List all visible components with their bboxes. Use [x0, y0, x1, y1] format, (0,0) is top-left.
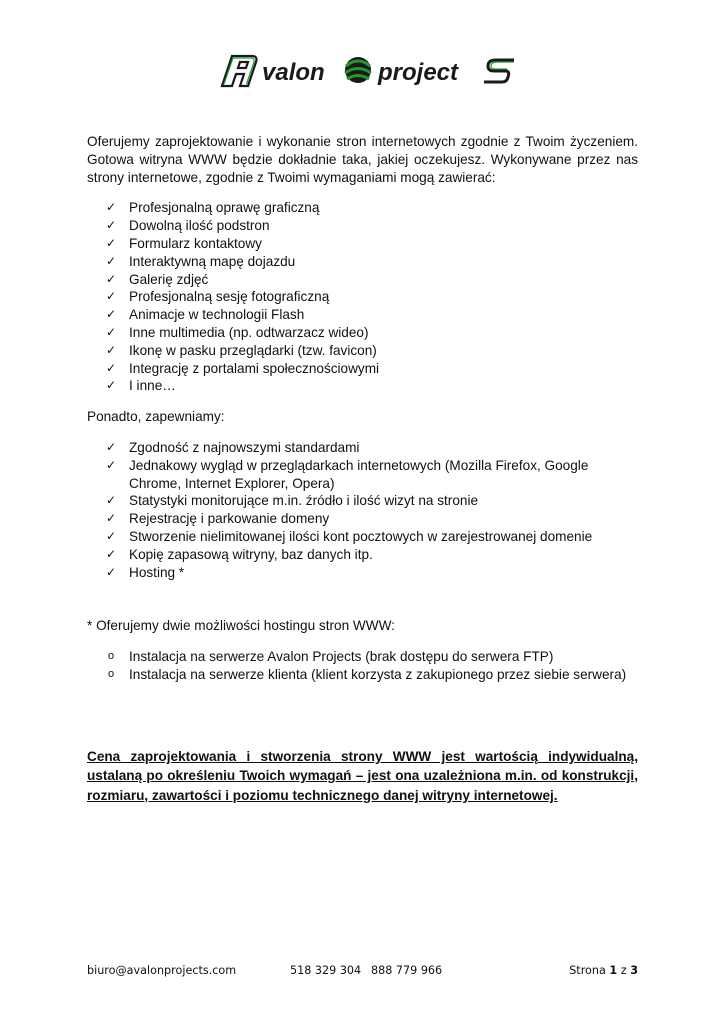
logo-word-project: project: [378, 59, 459, 86]
checkmark-icon: ✓: [106, 528, 117, 543]
list-item: ✓ Animacje w technologii Flash: [106, 307, 305, 323]
also-heading: Ponadto, zapewniamy:: [87, 409, 225, 425]
checkmark-icon: ✓: [106, 271, 117, 286]
checkmark-icon: ✓: [106, 324, 117, 339]
list-item: ✓ Jednakowy wygląd w przeglądarkach internetowych (Mozilla Firefox, Google Chrome, Internet Explorer, Opera): [106, 457, 589, 491]
list-item: o Instalacja na serwerze klienta (klient korzysta z zakupionego przez siebie serwera): [108, 666, 627, 682]
logo-word-valon: valon: [262, 59, 325, 86]
checkmark-icon: ✓: [106, 307, 117, 322]
list-item: ✓ Galerię zdjęć: [106, 271, 209, 287]
logo-letter-a-icon: [222, 56, 257, 86]
globe-icon: [345, 57, 371, 83]
avalon-projects-logo: [218, 50, 518, 90]
list-item: ✓ Integrację z portalami społecznościowymi: [106, 360, 380, 376]
circle-bullet-icon: o: [108, 650, 115, 663]
checkmark-icon: ✓: [106, 457, 117, 472]
hosting-options-list: [87, 648, 638, 684]
list-item: ✓ Kopię zapasową witryny, baz danych itp.: [106, 546, 373, 562]
checkmark-icon: ✓: [106, 564, 117, 579]
footer-phone-1: 518 329 304: [290, 964, 362, 977]
list-item: ✓ Ikonę w pasku przeglądarki (tzw. favicon): [106, 342, 377, 358]
list-item: ✓ Profesjonalną sesję fotograficzną: [106, 289, 330, 305]
logo-letter-s-icon: [484, 60, 514, 82]
circle-bullet-icon: o: [108, 667, 115, 680]
checkmark-icon: ✓: [106, 511, 117, 526]
checkmark-icon: ✓: [106, 493, 117, 508]
list-item: ✓ Dowolną ilość podstron: [106, 218, 270, 234]
checkmark-icon: ✓: [106, 200, 117, 215]
list-item: ✓ Stworzenie nielimitowanej ilości kont pocztowych w zarejestrowanej domenie: [106, 528, 593, 544]
guarantees-list: [87, 439, 638, 581]
list-item: o Instalacja na serwerze Avalon Projects (brak dostępu do serwera FTP): [108, 649, 554, 665]
list-item: ✓ Hosting *: [106, 564, 185, 580]
list-item: ✓ Formularz kontaktowy: [106, 235, 262, 251]
page-number: Strona 1 z 3: [569, 964, 638, 977]
checkmark-icon: ✓: [106, 235, 117, 250]
checkmark-icon: ✓: [106, 439, 117, 454]
list-item: ✓ Statystyki monitorujące m.in. źródło i ilość wizyt na stronie: [106, 493, 479, 509]
list-item: ✓ Interaktywną mapę dojazdu: [106, 253, 296, 269]
checkmark-icon: ✓: [106, 289, 117, 304]
checkmark-icon: ✓: [106, 253, 117, 268]
checkmark-icon: ✓: [106, 218, 117, 233]
checkmark-icon: ✓: [106, 546, 117, 561]
checkmark-icon: ✓: [106, 378, 117, 393]
list-item: ✓ Profesjonalną oprawę graficzną: [106, 200, 320, 216]
list-item: ✓ I inne…: [106, 378, 176, 394]
footer-email: biuro@avalonprojects.com: [87, 964, 237, 977]
list-item: ✓ Inne multimedia (np. odtwarzacz wideo): [106, 324, 369, 340]
features-list: [87, 199, 638, 395]
checkmark-icon: ✓: [106, 360, 117, 375]
hosting-note: * Oferujemy dwie możliwości hostingu stron WWW:: [87, 618, 395, 634]
intro-paragraph: Oferujemy zaprojektowanie i wykonanie stron internetowych zgodnie z Twoim życzeniem. Gotowa witryna WWW będzie dokładnie taka, jakiej oczekujesz. Wykonywane przez nas strony internetowe, zgodnie z Twoimi wymaganiami mogą zawierać:: [87, 134, 638, 185]
list-item: ✓ Rejestrację i parkowanie domeny: [106, 511, 330, 527]
document-body: [87, 133, 638, 805]
list-item: ✓ Zgodność z najnowszymi standardami: [106, 439, 360, 455]
price-note: Cena zaprojektowania i stworzenia strony WWW jest wartością indywidualną, ustalaną po określeniu Twoich wymagań – jest ona uzależniona m.in. od konstrukcji, rozmiaru, zawartości i poziomu technicznego danej witryny internetowej.: [87, 748, 638, 803]
footer-phone-2: 888 779 966: [371, 964, 443, 977]
checkmark-icon: ✓: [106, 342, 117, 357]
